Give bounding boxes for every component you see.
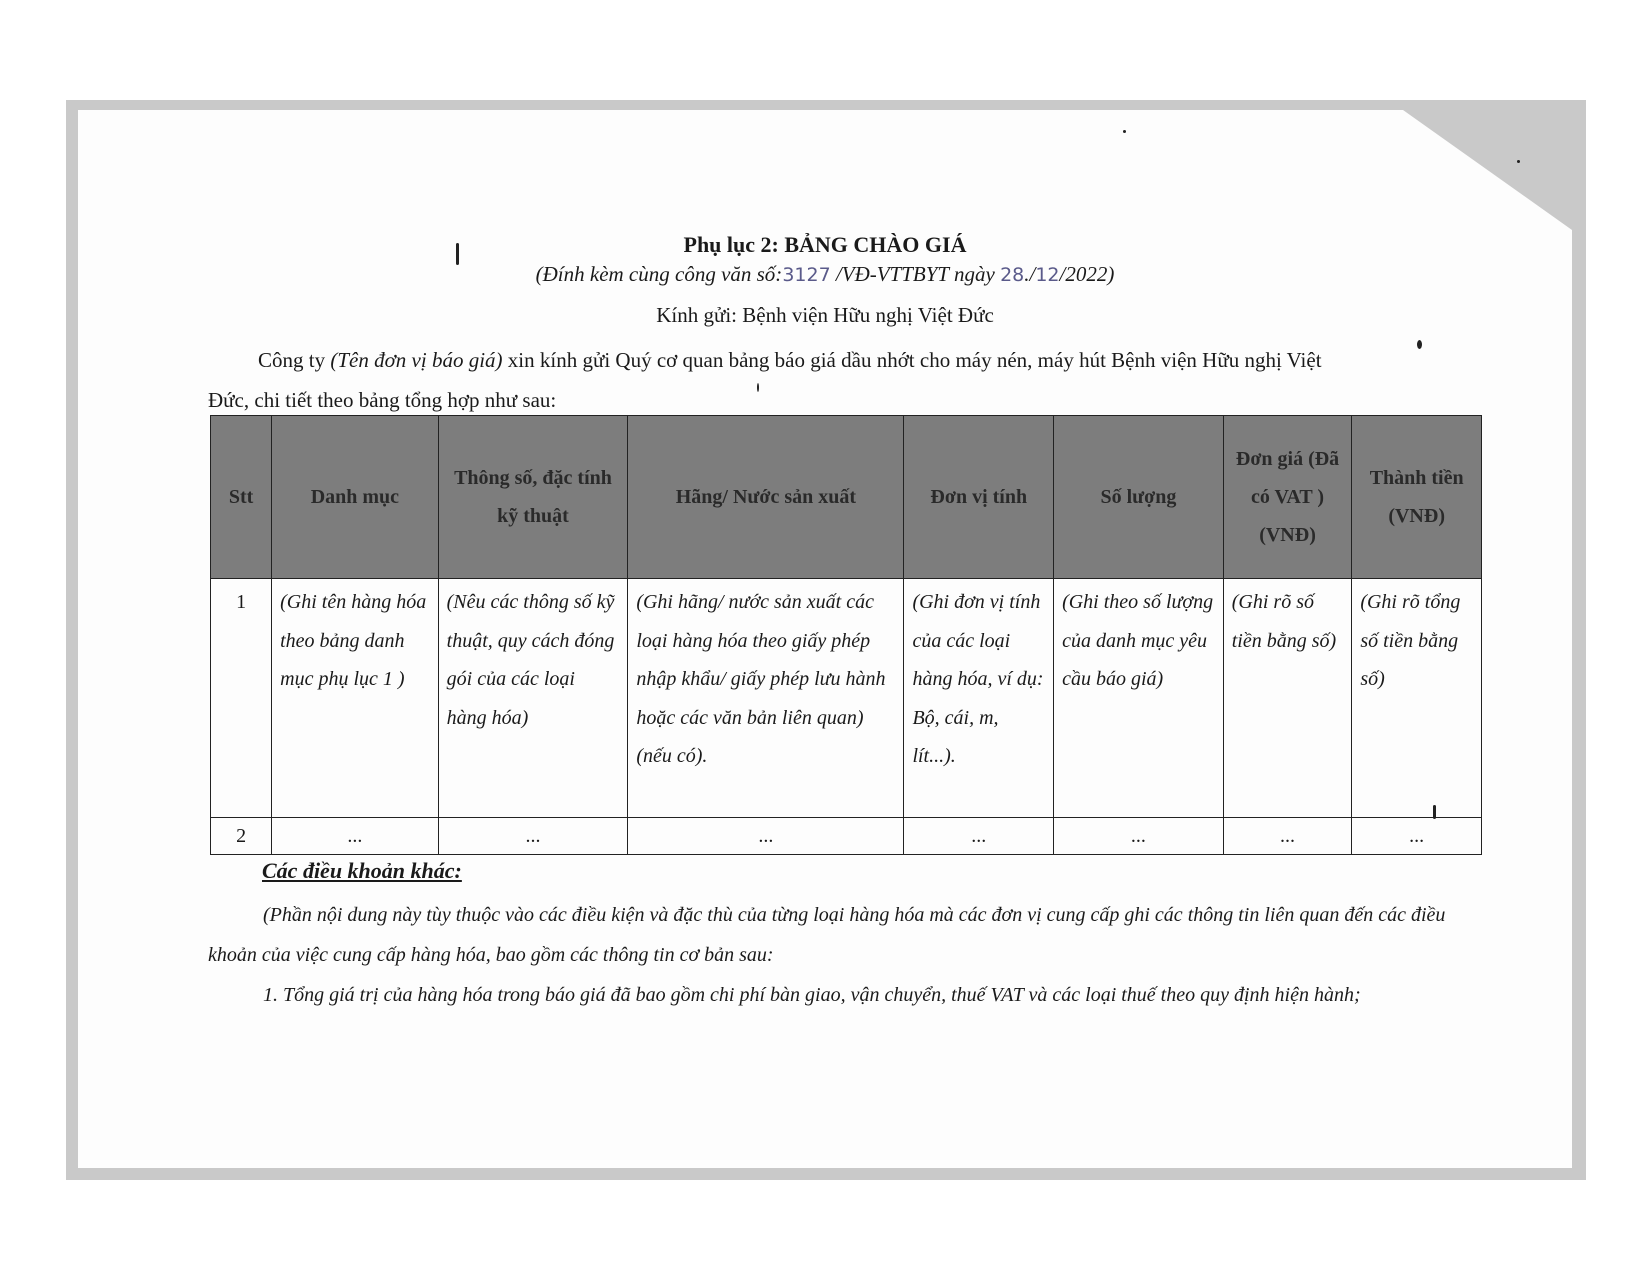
table-cell: (Ghi rõ tổng số tiền bằng số) xyxy=(1352,579,1482,818)
document-title: Phụ lục 2: BẢNG CHÀO GIÁ xyxy=(683,232,967,257)
table-cell: ... xyxy=(438,818,628,855)
header-don-vi: Đơn vị tính xyxy=(904,416,1054,579)
table-cell: (Nêu các thông số kỹ thuật, quy cách đóng gói của các loại hàng hóa) xyxy=(438,579,628,818)
handwritten-month: 12 xyxy=(1035,264,1060,286)
intro-paragraph xyxy=(208,340,1343,420)
table-cell: (Ghi tên hàng hóa theo bảng danh mục phụ lục 1 ) xyxy=(272,579,439,818)
table-row xyxy=(211,818,1482,855)
table-cell: ... xyxy=(1054,818,1224,855)
scan-speck xyxy=(757,383,759,392)
scan-speck xyxy=(1417,340,1422,349)
scan-speck xyxy=(1123,130,1126,133)
document-subtitle xyxy=(0,262,1650,287)
scan-speck xyxy=(1517,160,1520,163)
table-cell: (Ghi rõ số tiền bằng số) xyxy=(1223,579,1352,818)
date-slash: / xyxy=(1029,262,1036,286)
terms-paragraph: (Phần nội dung này tùy thuộc vào các điều kiện và đặc thù của từng loại hàng hóa mà các đơn vị cung cấp ghi các thông tin liên quan đến các điều khoản của việc cung cấp hàng hóa, bao gồm các thông tin cơ bản sau: xyxy=(208,904,1446,966)
intro-start: Công ty xyxy=(258,348,331,372)
date-separator: . xyxy=(1024,262,1030,286)
quotation-table xyxy=(210,415,1482,855)
recipient-line: Kính gửi: Bệnh viện Hữu nghị Việt Đức xyxy=(656,303,994,327)
subtitle-prefix: (Đính kèm cùng công văn số: xyxy=(535,262,783,286)
header-danh-muc: Danh mục xyxy=(272,416,439,579)
header-stt: Stt xyxy=(211,416,272,579)
table-cell-stt: 2 xyxy=(211,818,272,855)
handwritten-day: 28 xyxy=(1000,264,1025,286)
table-cell: ... xyxy=(628,818,904,855)
handwritten-doc-number: 3127 xyxy=(782,264,831,286)
table-header-row xyxy=(211,416,1482,579)
table-cell: ... xyxy=(904,818,1054,855)
table-cell: ... xyxy=(272,818,439,855)
table-cell-stt: 1 xyxy=(211,579,272,818)
header-so-luong: Số lượng xyxy=(1054,416,1224,579)
table-cell: ... xyxy=(1352,818,1482,855)
terms-item-1: 1. Tổng giá trị của hàng hóa trong báo giá đã bao gồm chi phí bàn giao, vận chuyển, thuế VAT và các loại thuế theo quy định hiện hành; xyxy=(263,984,1361,1006)
table-cell: ... xyxy=(1223,818,1352,855)
subtitle-suffix: /2022) xyxy=(1059,262,1115,286)
table-cell: (Ghi hãng/ nước sản xuất các loại hàng hóa theo giấy phép nhập khẩu/ giấy phép lưu hành hoặc các văn bản liên quan)(nếu có). xyxy=(628,579,904,818)
header-thanh-tien: Thành tiền (VNĐ) xyxy=(1352,416,1482,579)
scan-speck xyxy=(456,243,459,265)
header-don-gia: Đơn giá (Đã có VAT ) (VNĐ) xyxy=(1223,416,1352,579)
table-cell: (Ghi đơn vị tính của các loại hàng hóa, ví dụ: Bộ, cái, m, lít...). xyxy=(904,579,1054,818)
header-thong-so: Thông số, đặc tính kỹ thuật xyxy=(438,416,628,579)
subtitle-mid: /VĐ-VTTBYT ngày xyxy=(835,262,995,286)
scan-speck xyxy=(1433,805,1436,819)
intro-placeholder: (Tên đơn vị báo giá) xyxy=(330,348,503,372)
table-row xyxy=(211,579,1482,818)
terms-heading: Các điều khoản khác: xyxy=(262,858,462,883)
table-cell: (Ghi theo số lượng của danh mục yêu cầu báo giá) xyxy=(1054,579,1224,818)
header-hang-nuoc: Hãng/ Nước sản xuất xyxy=(628,416,904,579)
intro-rest: xin kính gửi Quý cơ quan bảng báo giá dầu nhớt cho máy nén, máy hút Bệnh viện Hữu nghị Việt Đức, chi tiết theo bảng tổng hợp như sau: xyxy=(208,348,1322,412)
